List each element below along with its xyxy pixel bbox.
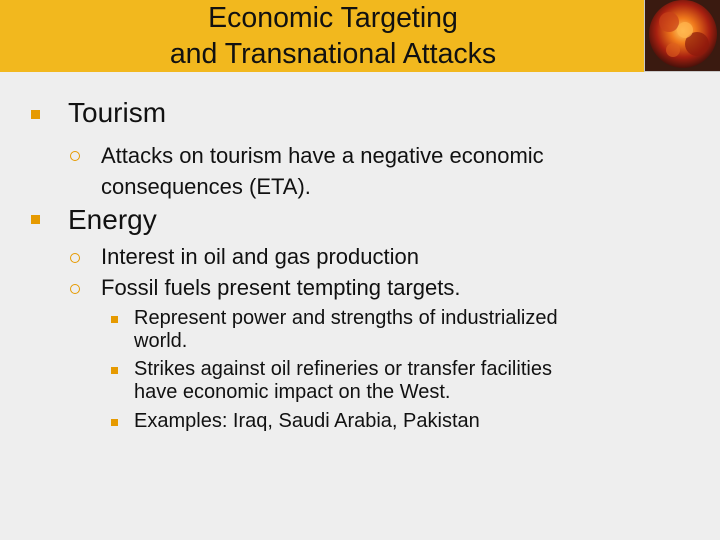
bullet-square-icon [111,419,118,426]
energy-subsub-2-line-2: have economic impact on the West. [134,381,451,403]
energy-sub-1: Interest in oil and gas production [101,244,419,269]
slide-title [0,0,666,72]
bullet-square-icon [111,367,118,374]
energy-subsub-2-line-1: Strikes against oil refineries or transfer facilities [134,358,552,380]
bullet-circle-icon [70,253,80,263]
energy-subsub-1-line-2: world. [134,330,188,352]
explosion-image [644,0,720,72]
bullet-square-icon [31,215,40,224]
bullet-circle-icon [70,284,80,294]
bullet-square-icon [111,316,118,323]
energy-subsub-3: Examples: Iraq, Saudi Arabia, Pakistan [134,410,480,432]
title-line-1: Economic Targeting [208,2,458,34]
title-line-2: and Transnational Attacks [169,38,497,70]
bullet-square-icon [31,110,40,119]
bullet-circle-icon [70,151,80,161]
energy-subsub-1-line-1: Represent power and strengths of industrialized [134,307,558,329]
tourism-sub-1-line-2: consequences (ETA). [101,174,311,199]
tourism-sub-1-line-1: Attacks on tourism have a negative economic [101,143,544,168]
bullet-tourism: Tourism [68,97,167,128]
bullet-energy: Energy [68,204,157,235]
energy-sub-2: Fossil fuels present tempting targets. [101,275,461,300]
